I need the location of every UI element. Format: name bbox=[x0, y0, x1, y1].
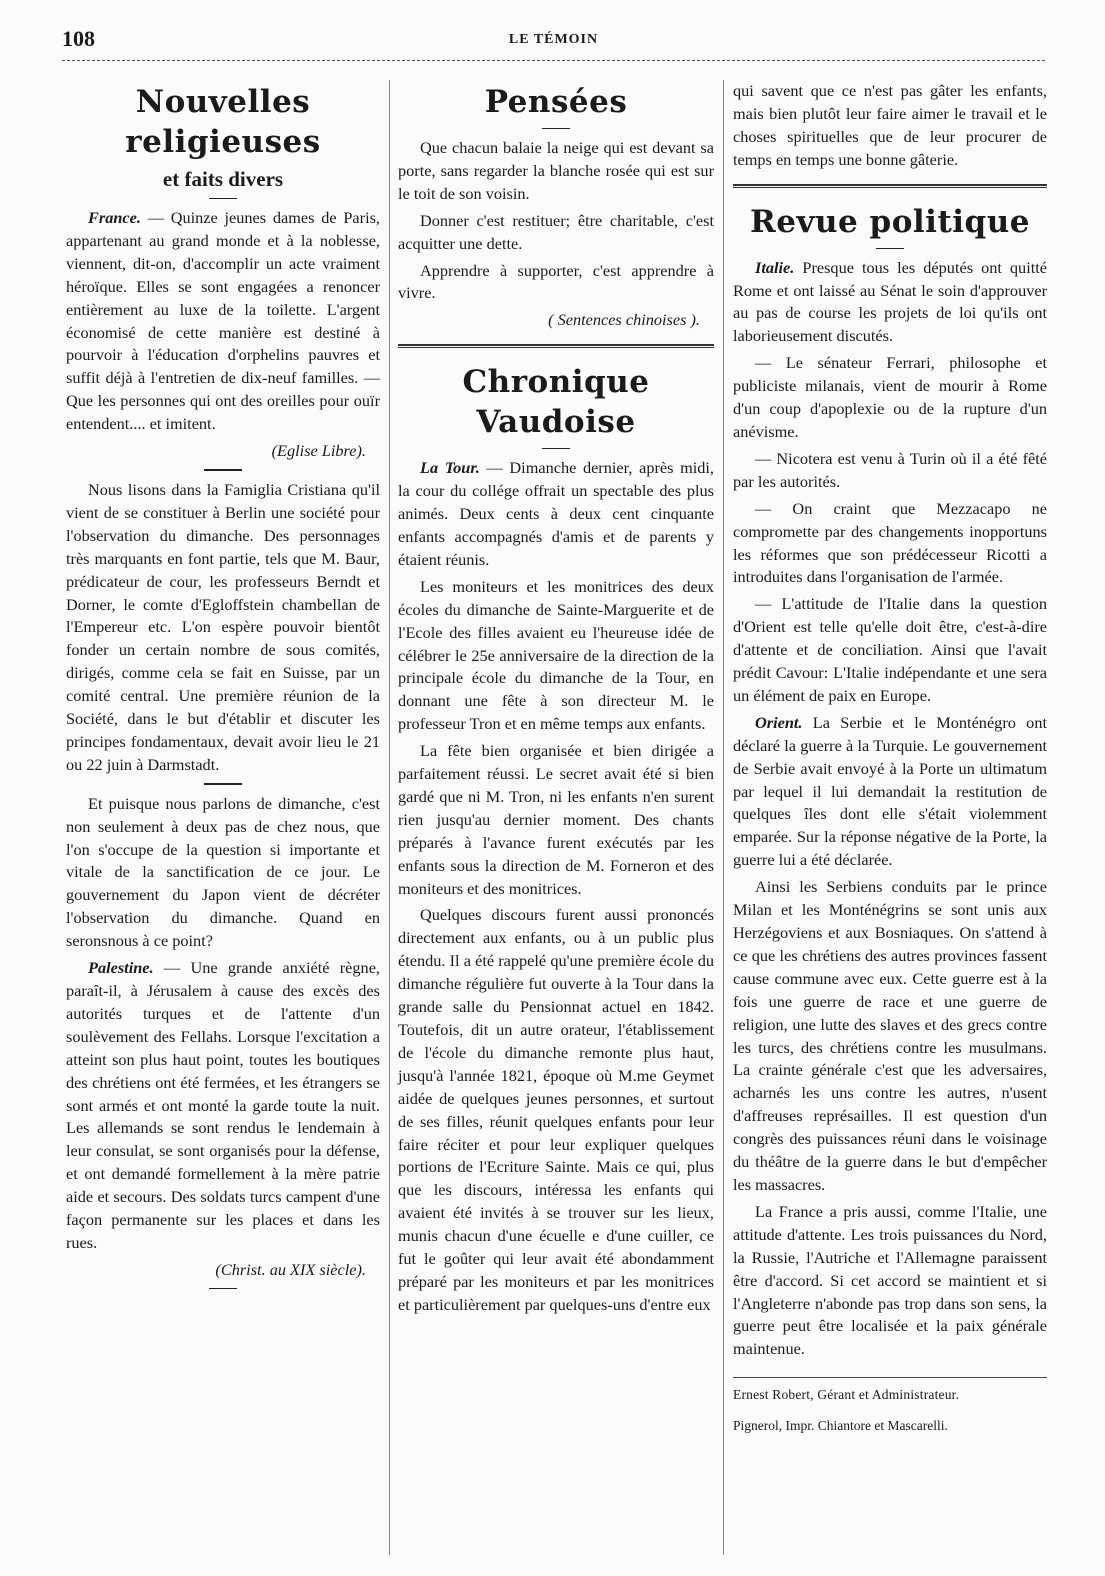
header-rule bbox=[62, 60, 1045, 61]
section-subtitle-faits-divers: et faits divers bbox=[162, 167, 284, 191]
paragraph-nicotera: — Nicotera est venu à Turin où il a été fêté par les autorités. bbox=[733, 448, 1047, 491]
article-text-la-tour: — Dimanche dernier, après midi, la cour du collége offrait un spectable des plus animés. Deux cents à deux cent cinquante enfants accompagnés d'amis et de parents y étaient réunis. bbox=[398, 458, 714, 569]
journal-title: LE TÉMOIN bbox=[508, 32, 599, 47]
column-1 bbox=[66, 80, 380, 1297]
article-lead-la-tour: La Tour. bbox=[420, 458, 480, 478]
article-text-palestine: — Une grande anxiété règne, paraît-il, à Jérusalem à cause des excès des autorités turques et de l'attente d'un soulèvement des Fellahs. Lorsque l'excitation a atteint son plus haut point, toutes les boutiques des chrétiens ont été fermées, et les étrangers se sont armés et ont monté la garde toute la nuit. Les allemands se sont rendus le lendemain à leur consulat, se sont organisés pour la défense, et ont demandé formellement à la mère patrie aide et secours. Des soldats turcs campent d'une façon permanente sur les places et dans les rues. bbox=[66, 958, 380, 1252]
article-text-italie: Presque tous les députés ont quitté Rome et ont laissé au Sénat le soin d'approuver au pas de course les projets de loi qu'ils ont laborieusement discutés. bbox=[733, 257, 1047, 346]
article-lead-orient: Orient. bbox=[755, 712, 803, 732]
paragraph-france-attente: La France a pris aussi, comme l'Italie, une attitude d'attente. Les trois puissances du Nord, la Russie, l'Autriche et l'Allemagne paraissent être d'accord. Si cet accord se maintient et si l'Angleterre n'abonde pas trop dans son sens, la guerre peut être localisée et la paix générale maintenue. bbox=[733, 1201, 1047, 1359]
pensee-1: Que chacun balaie la neige qui est devant sa porte, sans regarder la blanche rosée qui est sur le toit de son voisin. bbox=[398, 138, 714, 203]
separator bbox=[209, 198, 237, 199]
article-italie bbox=[733, 257, 1047, 349]
signature-gerant: Ernest Robert, Gérant et Administrateur. bbox=[733, 1377, 1047, 1407]
separator bbox=[209, 1288, 237, 1289]
section-title-chronique-vaudoise: Chronique Vaudoise bbox=[462, 364, 650, 441]
source-eglise-libre: (Eglise Libre). bbox=[271, 441, 366, 461]
separator bbox=[876, 248, 904, 249]
separator bbox=[204, 469, 242, 471]
article-famiglia-cristiana: Nous lisons dans la Famiglia Cristiana qu'il vient de se constituer à Berlin une société pour l'observation du dimanche. Des personnages très marquants en font partie, tels que M. Baur, prédicateur de cour, les professeurs Berndt et Dorner, le comte d'Egloffstein chambellan de l'Empereur etc. L'on espère pouvoir bientôt fonder un certain nombre de sous comités, dirigés, comme cela se fait en Suisse, par un comité central. Une première réunion de la Société, dans le but d'établir et discuter les principes fondamentaux, devait avoir lieu le 21 ou 22 juin à Darmstadt. bbox=[66, 479, 380, 774]
page-header bbox=[62, 26, 1045, 56]
printer-imprint: Pignerol, Impr. Chiantore et Mascarelli. bbox=[733, 1418, 948, 1434]
source-sentences-chinoises: ( Sentences chinoises ). bbox=[548, 310, 700, 330]
paragraph-moniteurs: Les moniteurs et les monitrices des deux écoles du dimanche de Sainte-Marguerite et de l'Ecole des filles avaient eu l'heureuse idée de célébrer le 25e anniversaire de la direction de la principale école du dimanche de la Tour, en donnant une fête à son directeur M. le professeur Tron et en même temps aux enfants. bbox=[398, 576, 714, 734]
paragraph-continuation: qui savent que ce n'est pas gâter les enfants, mais bien plutôt leur faire aimer le travail et le choses spirituelles que de leur procurer de temps en temps une bonne gâterie. bbox=[733, 81, 1047, 169]
paragraph-ferrari: — Le sénateur Ferrari, philosophe et publiciste milanais, vient de mourir à Rome d'un coup d'apoplexie ou de la rupture d'un anévisme. bbox=[733, 353, 1047, 441]
section-rule bbox=[398, 344, 714, 348]
article-text-france: — Quinze jeunes dames de Paris, appartenant au grand monde et à la noblesse, viennent, dit-on, d'accomplir un acte vraiment héroïque. Elles se sont engagées a renoncer entièrement au luxe de la toilette. L'argent économisé de cette manière est destiné à pourvoir à l'éducation d'orphelins pauvres et suffit déjà à l'entretien de dix-neuf familles. — Que les personnes qui ont des oreilles pour ouïr entendent.... et imitent. bbox=[66, 208, 380, 434]
source-christ-xix: (Christ. au XIX siècle). bbox=[215, 1259, 366, 1279]
column-divider-1 bbox=[389, 80, 390, 1555]
column-3 bbox=[733, 80, 1047, 1442]
separator bbox=[542, 448, 570, 449]
paragraph-mezzacapo: — On craint que Mezzacapo ne compromette par des changements inopportuns les réformes que son prédécesseur Ricotti a introduites dans l'organisation de l'armée. bbox=[733, 498, 1047, 587]
article-lead-france: France. bbox=[88, 208, 141, 227]
article-text-orient: La Serbie et le Monténégro ont déclaré la guerre à la Turquie. Le gouvernement de Serbie avait envoyé à la Porte un ultimatum par lequel il lui demandait la restitution de quelques îles dont elle s'était violemment emparée. Sur la réponse négative de la Porte, la guerre lui a été déclarée. bbox=[733, 712, 1047, 870]
article-orient bbox=[733, 712, 1047, 872]
article-lead-italie: Italie. bbox=[755, 257, 795, 277]
article-palestine bbox=[66, 957, 380, 1255]
column-2 bbox=[398, 80, 714, 1321]
section-rule bbox=[733, 184, 1047, 188]
separator bbox=[542, 128, 570, 129]
article-la-tour bbox=[398, 457, 714, 572]
pensee-3: Apprendre à supporter, c'est apprendre à vivre. bbox=[398, 260, 714, 303]
page-number: 108 bbox=[62, 26, 95, 51]
paragraph-serbiens: Ainsi les Serbiens conduits par le prince Milan et les Monténégrins se sont unis aux Herzégoviens et aux Bosniaques. On s'attend à ce que les chrétiens des autres provinces fassent cause commune avec eux. Cette guerre est à la fois une guerre de race et une guerre de religion, une lutte des slaves et des grecs contre les turcs, des chrétiens contre les musulmans. La crainte générale c'est que les adversaires, acharnés les uns contre les autres, n'usent d'affreuses représailles. Il est question d'un congrès des puissances réuni dans le voisinage du théâtre de la guerre dans le but d'empêcher les massacres. bbox=[733, 877, 1047, 1194]
section-title-revue-politique: Revue politique bbox=[750, 203, 1030, 240]
article-france bbox=[66, 207, 380, 436]
section-title-pensees: Pensées bbox=[484, 84, 628, 120]
paragraph-attitude-italie: — L'attitude de l'Italie dans la question d'Orient est telle qu'elle doit être, c'est-à-dire d'attente et de conciliation. Ainsi que l'avait prédit Cavour: L'Italie indépendante et une sera un élément de paix en Europe. bbox=[733, 594, 1047, 705]
separator bbox=[204, 783, 242, 785]
section-title-nouvelles: Nouvelles religieuses bbox=[125, 84, 321, 160]
column-divider-2 bbox=[723, 80, 724, 1555]
article-lead-palestine: Palestine. bbox=[88, 958, 154, 978]
paragraph-fete: La fête bien organisée et bien dirigée a parfaitement réussi. Le secret avait été si bien gardé que ni M. Tron, ni les enfants n'en surent rien jusqu'au dernier moment. Des chants préparés à l'avance furent exécutés par les enfants sous la direction de M. Forneron et des moniteurs et des monitrices. bbox=[398, 741, 714, 898]
article-dimanche: Et puisque nous parlons de dimanche, c'est non seulement à deux pas de chez nous, que l'on s'occupe de la question si importante et vitale de la sanctification de ce jour. Le gouvernement du Japon vient de décréter l'observation du dimanche. Quand en seronsnous à ce point? bbox=[66, 793, 380, 951]
paragraph-discours: Quelques discours furent aussi prononcés directement aux enfants, ou à un public plus étendu. Il a été rappelé qu'une première école du dimanche régulière fut ouverte à la Tour dans la grande salle du Pensionnat actuel en 1842. Toutefois, dit un autre orateur, l'établissement de l'école du dimanche remonte plus haut, jusqu'à l'année 1821, époque où M.me Geymet aidée de quelques jeunes personnes, et surtout de ses filles, réunit quelques enfants pour leur faire réciter et pour leur expliquer quelques portions de l'Ecriture Sainte. Mais ce qui, plus que les discours, intéressa les enfants qui avaient été invités à se trouver sur les lieux, munis chacun d'une écuelle e d'une cuiller, ce fut le goûter qui leur avait été abondamment préparé par les moniteurs et par les monitrices et particulièrement par quelques-uns d'entre eux bbox=[398, 905, 714, 1314]
pensee-2: Donner c'est restituer; être charitable, c'est acquitter une dette. bbox=[398, 210, 714, 253]
